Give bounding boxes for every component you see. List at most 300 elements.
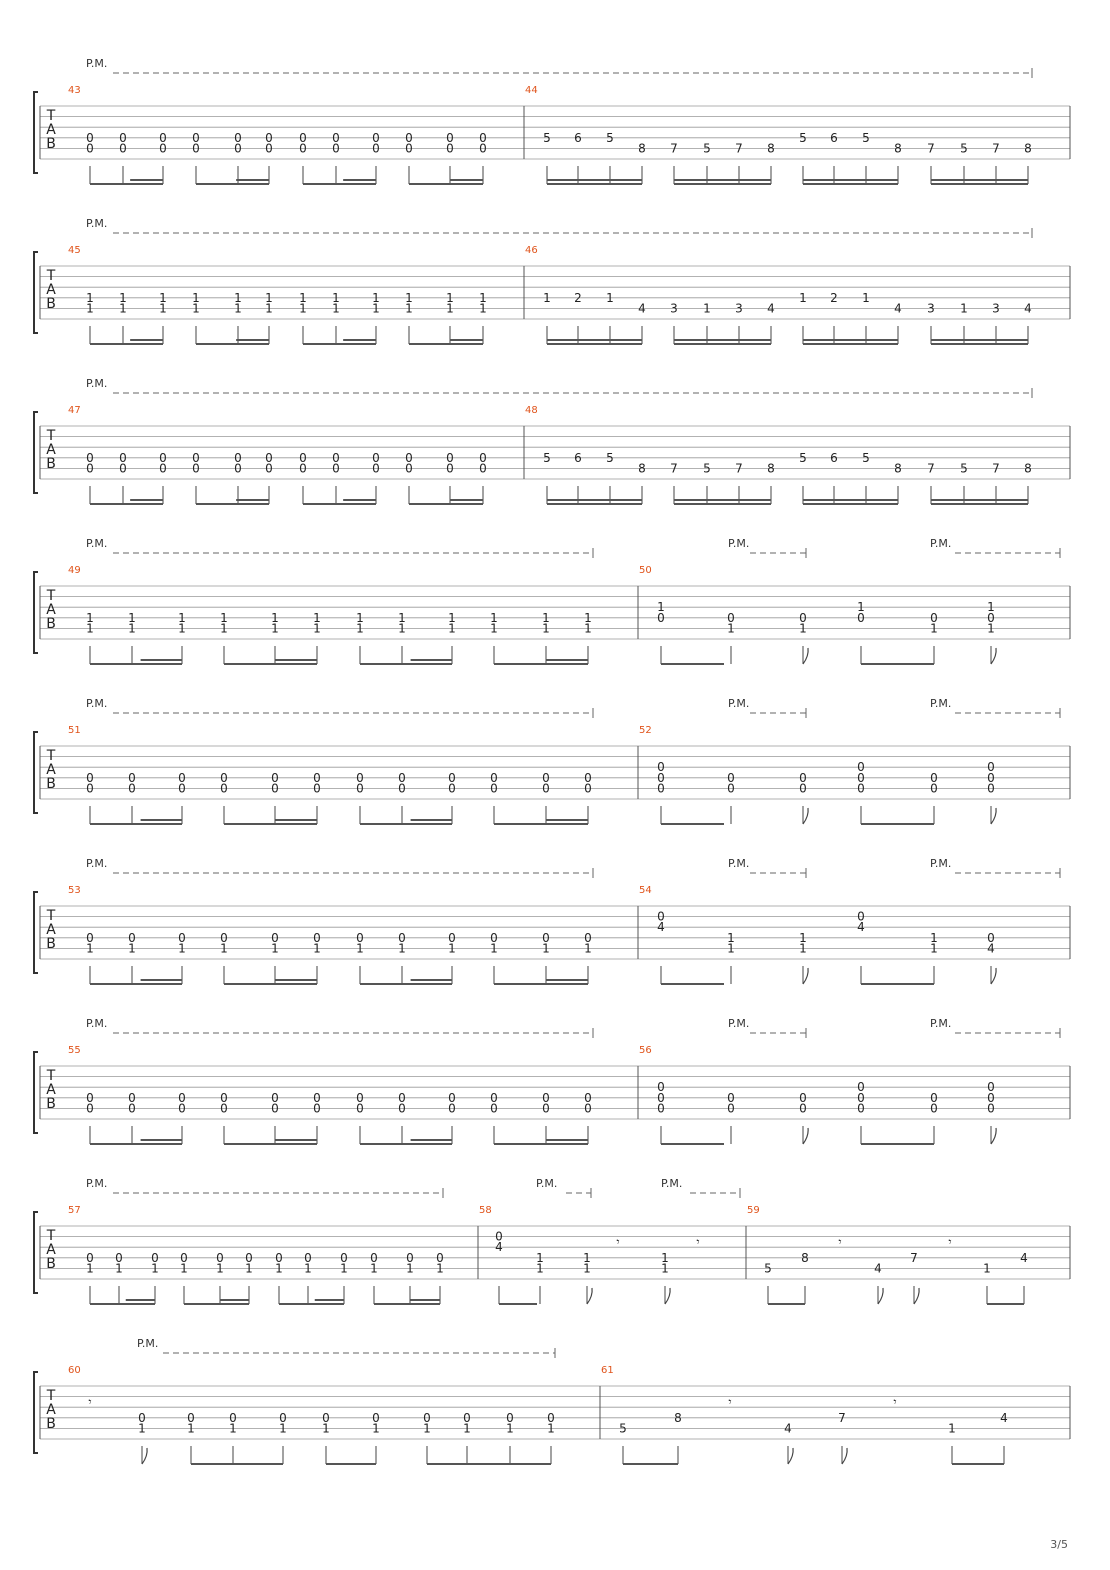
tab-system (34, 217, 1070, 344)
fret-number: 0 (119, 141, 127, 156)
tab-clef-a: A (46, 282, 56, 298)
fret-number: 0 (542, 770, 550, 785)
palm-mute-label: P.M. (536, 1177, 558, 1190)
fret-number: 1 (151, 1261, 159, 1276)
fret-number: 0 (86, 770, 94, 785)
fret-number: 0 (332, 461, 340, 476)
fret-number: 8 (1024, 461, 1032, 476)
fret-number: 0 (119, 450, 127, 465)
fret-number: 0 (857, 770, 865, 785)
tab-system (34, 1177, 1070, 1304)
fret-number: 1 (987, 600, 995, 615)
tab-clef-a: A (46, 762, 56, 778)
fret-number: 0 (313, 1101, 321, 1116)
measure-number: 50 (639, 565, 652, 576)
palm-mute-label: P.M. (930, 697, 952, 710)
fret-number: 1 (86, 941, 94, 956)
fret-number: 0 (119, 130, 127, 145)
fret-number: 1 (799, 290, 807, 305)
fret-number: 0 (159, 461, 167, 476)
fret-number: 1 (960, 301, 968, 316)
fret-number: 1 (128, 941, 136, 956)
fret-number: 0 (448, 1090, 456, 1105)
fret-number: 1 (234, 290, 242, 305)
fret-number: 0 (332, 450, 340, 465)
tab-clef-t: T (46, 428, 56, 444)
fret-number: 0 (448, 930, 456, 945)
fret-number: 1 (799, 930, 807, 945)
fret-number: 0 (372, 1410, 380, 1425)
measure-number: 44 (525, 85, 538, 96)
fret-number: 0 (356, 1090, 364, 1105)
fret-number: 0 (930, 1090, 938, 1105)
fret-number: 1 (356, 621, 364, 636)
palm-mute-label: P.M. (728, 537, 750, 550)
fret-number: 1 (159, 290, 167, 305)
fret-number: 0 (299, 450, 307, 465)
fret-number: 1 (220, 610, 228, 625)
fret-number: 0 (857, 1101, 865, 1116)
fret-number: 0 (265, 130, 273, 145)
palm-mute-label: P.M. (930, 857, 952, 870)
tab-clef-t: T (46, 1388, 56, 1404)
fret-number: 0 (86, 461, 94, 476)
fret-number: 0 (799, 770, 807, 785)
fret-number: 1 (799, 621, 807, 636)
fret-number: 1 (703, 301, 711, 316)
fret-number: 0 (657, 1090, 665, 1105)
fret-number: 1 (542, 610, 550, 625)
tab-clef-a: A (46, 922, 56, 938)
fret-number: 0 (542, 1090, 550, 1105)
fret-number: 0 (479, 461, 487, 476)
fret-number: 0 (86, 130, 94, 145)
fret-number: 0 (584, 1101, 592, 1116)
note-flag (803, 808, 808, 824)
fret-number: 0 (265, 461, 273, 476)
fret-number: 1 (304, 1261, 312, 1276)
tab-system (34, 1337, 1070, 1464)
eighth-rest: 𝄾 (948, 1235, 952, 1249)
fret-number: 1 (446, 290, 454, 305)
fret-number: 0 (192, 450, 200, 465)
tab-clef-b: B (46, 1416, 56, 1432)
system-bracket (34, 1372, 38, 1453)
fret-number: 1 (948, 1421, 956, 1436)
fret-number: 0 (322, 1410, 330, 1425)
fret-number: 0 (299, 141, 307, 156)
fret-number: 0 (448, 781, 456, 796)
fret-number: 0 (128, 930, 136, 945)
fret-number: 0 (930, 781, 938, 796)
fret-number: 0 (115, 1250, 123, 1265)
fret-number: 0 (398, 930, 406, 945)
fret-number: 1 (271, 941, 279, 956)
fret-number: 6 (574, 450, 582, 465)
fret-number: 0 (220, 930, 228, 945)
fret-number: 1 (178, 621, 186, 636)
fret-number: 1 (313, 621, 321, 636)
tab-clef-a: A (46, 1242, 56, 1258)
fret-number: 1 (930, 621, 938, 636)
fret-number: 0 (271, 1090, 279, 1105)
fret-number: 1 (423, 1421, 431, 1436)
fret-number: 8 (894, 461, 902, 476)
fret-number: 1 (372, 290, 380, 305)
fret-number: 0 (128, 1101, 136, 1116)
fret-number: 0 (271, 781, 279, 796)
fret-number: 0 (356, 1101, 364, 1116)
fret-number: 0 (192, 141, 200, 156)
fret-number: 1 (398, 941, 406, 956)
fret-number: 0 (657, 1101, 665, 1116)
measure-number: 53 (68, 885, 81, 896)
fret-number: 1 (128, 610, 136, 625)
fret-number: 1 (115, 1261, 123, 1276)
fret-number: 0 (192, 461, 200, 476)
palm-mute-label: P.M. (930, 537, 952, 550)
fret-number: 1 (271, 610, 279, 625)
tab-clef-t: T (46, 748, 56, 764)
fret-number: 0 (584, 930, 592, 945)
measure-number: 54 (639, 885, 652, 896)
fret-number: 1 (490, 941, 498, 956)
system-bracket (34, 1212, 38, 1293)
palm-mute-label: P.M. (728, 1017, 750, 1030)
fret-number: 0 (178, 781, 186, 796)
fret-number: 1 (322, 1421, 330, 1436)
fret-number: 1 (398, 610, 406, 625)
note-flag (991, 648, 996, 664)
fret-number: 0 (86, 1101, 94, 1116)
fret-number: 1 (536, 1250, 544, 1265)
fret-number: 1 (372, 301, 380, 316)
fret-number: 0 (192, 130, 200, 145)
fret-number: 0 (987, 770, 995, 785)
fret-number: 0 (987, 1101, 995, 1116)
tab-clef-b: B (46, 936, 56, 952)
fret-number: 4 (638, 301, 646, 316)
fret-number: 0 (234, 461, 242, 476)
tab-clef-b: B (46, 1256, 56, 1272)
fret-number: 0 (584, 770, 592, 785)
fret-number: 0 (727, 1090, 735, 1105)
fret-number: 0 (138, 1410, 146, 1425)
measure-number: 51 (68, 725, 81, 736)
fret-number: 3 (670, 301, 678, 316)
fret-number: 0 (657, 610, 665, 625)
fret-number: 1 (987, 621, 995, 636)
fret-number: 0 (128, 1090, 136, 1105)
fret-number: 1 (398, 621, 406, 636)
fret-number: 0 (495, 1229, 503, 1244)
fret-number: 0 (220, 770, 228, 785)
fret-number: 4 (857, 920, 865, 935)
fret-number: 0 (178, 1101, 186, 1116)
measure-number: 58 (479, 1205, 492, 1216)
tab-system (34, 377, 1070, 504)
tab-clef-t: T (46, 108, 56, 124)
fret-number: 0 (799, 1090, 807, 1105)
fret-number: 0 (857, 781, 865, 796)
fret-number: 0 (265, 141, 273, 156)
fret-number: 0 (178, 1090, 186, 1105)
fret-number: 0 (405, 130, 413, 145)
fret-number: 4 (767, 301, 775, 316)
fret-number: 7 (927, 461, 935, 476)
palm-mute-label: P.M. (86, 857, 108, 870)
fret-number: 4 (874, 1261, 882, 1276)
fret-number: 0 (930, 1101, 938, 1116)
fret-number: 0 (857, 760, 865, 775)
tab-clef-t: T (46, 588, 56, 604)
fret-number: 1 (448, 941, 456, 956)
fret-number: 0 (372, 130, 380, 145)
fret-number: 0 (479, 130, 487, 145)
fret-number: 1 (313, 610, 321, 625)
fret-number: 0 (857, 1090, 865, 1105)
fret-number: 1 (299, 301, 307, 316)
fret-number: 4 (657, 920, 665, 935)
fret-number: 8 (638, 461, 646, 476)
fret-number: 1 (857, 600, 865, 615)
fret-number: 0 (220, 1101, 228, 1116)
fret-number: 0 (86, 450, 94, 465)
fret-number: 0 (448, 770, 456, 785)
fret-number: 1 (138, 1421, 146, 1436)
fret-number: 1 (930, 941, 938, 956)
fret-number: 1 (490, 621, 498, 636)
fret-number: 0 (506, 1410, 514, 1425)
fret-number: 0 (86, 781, 94, 796)
fret-number: 5 (960, 461, 968, 476)
measure-number: 56 (639, 1045, 652, 1056)
fret-number: 4 (894, 301, 902, 316)
tab-clef-t: T (46, 268, 56, 284)
fret-number: 1 (862, 290, 870, 305)
fret-number: 1 (192, 301, 200, 316)
system-bracket (34, 252, 38, 333)
fret-number: 0 (398, 1090, 406, 1105)
system-bracket (34, 892, 38, 973)
palm-mute-label: P.M. (86, 57, 108, 70)
fret-number: 1 (448, 610, 456, 625)
fret-number: 1 (332, 290, 340, 305)
fret-number: 0 (479, 141, 487, 156)
eighth-rest: 𝄾 (893, 1395, 897, 1409)
fret-number: 1 (479, 290, 487, 305)
note-flag (878, 1288, 883, 1304)
fret-number: 0 (178, 930, 186, 945)
fret-number: 1 (265, 290, 273, 305)
fret-number: 1 (506, 1421, 514, 1436)
fret-number: 5 (619, 1421, 627, 1436)
tab-clef-t: T (46, 908, 56, 924)
fret-number: 1 (657, 600, 665, 615)
fret-number: 0 (216, 1250, 224, 1265)
fret-number: 0 (446, 450, 454, 465)
eighth-rest: 𝄾 (696, 1235, 700, 1249)
fret-number: 0 (356, 770, 364, 785)
eighth-rest: 𝄾 (616, 1235, 620, 1249)
fret-number: 0 (657, 781, 665, 796)
fret-number: 8 (894, 141, 902, 156)
fret-number: 0 (313, 1090, 321, 1105)
fret-number: 0 (86, 141, 94, 156)
fret-number: 0 (857, 610, 865, 625)
tab-clef-a: A (46, 602, 56, 618)
fret-number: 0 (356, 781, 364, 796)
fret-number: 1 (313, 941, 321, 956)
fret-number: 0 (332, 130, 340, 145)
fret-number: 1 (229, 1421, 237, 1436)
fret-number: 7 (992, 141, 1000, 156)
palm-mute-label: P.M. (86, 377, 108, 390)
tab-clef-a: A (46, 1402, 56, 1418)
fret-number: 0 (86, 1090, 94, 1105)
measure-number: 47 (68, 405, 81, 416)
fret-number: 1 (583, 1261, 591, 1276)
fret-number: 1 (799, 941, 807, 956)
fret-number: 0 (423, 1410, 431, 1425)
fret-number: 0 (187, 1410, 195, 1425)
fret-number: 1 (279, 1421, 287, 1436)
palm-mute-label: P.M. (86, 697, 108, 710)
fret-number: 1 (547, 1421, 555, 1436)
fret-number: 0 (178, 770, 186, 785)
fret-number: 0 (220, 1090, 228, 1105)
fret-number: 0 (372, 141, 380, 156)
palm-mute-label: P.M. (86, 217, 108, 230)
fret-number: 6 (574, 130, 582, 145)
tab-clef-a: A (46, 1082, 56, 1098)
palm-mute-label: P.M. (86, 1017, 108, 1030)
fret-number: 0 (584, 781, 592, 796)
fret-number: 0 (727, 610, 735, 625)
fret-number: 0 (356, 930, 364, 945)
fret-number: 5 (606, 130, 614, 145)
fret-number: 1 (271, 621, 279, 636)
fret-number: 1 (584, 941, 592, 956)
fret-number: 0 (271, 930, 279, 945)
measure-number: 46 (525, 245, 538, 256)
fret-number: 3 (992, 301, 1000, 316)
fret-number: 0 (490, 930, 498, 945)
fret-number: 7 (838, 1410, 846, 1425)
fret-number: 7 (927, 141, 935, 156)
fret-number: 0 (405, 141, 413, 156)
fret-number: 7 (735, 461, 743, 476)
fret-number: 1 (356, 941, 364, 956)
fret-number: 5 (606, 450, 614, 465)
system-bracket (34, 732, 38, 813)
fret-number: 0 (446, 461, 454, 476)
tab-clef-a: A (46, 442, 56, 458)
fret-number: 0 (234, 141, 242, 156)
fret-number: 5 (543, 130, 551, 145)
measure-number: 60 (68, 1365, 81, 1376)
fret-number: 1 (406, 1261, 414, 1276)
fret-number: 8 (767, 461, 775, 476)
fret-number: 0 (398, 770, 406, 785)
fret-number: 5 (799, 130, 807, 145)
fret-number: 0 (180, 1250, 188, 1265)
fret-number: 7 (670, 141, 678, 156)
fret-number: 1 (119, 301, 127, 316)
fret-number: 8 (801, 1250, 809, 1265)
fret-number: 0 (299, 461, 307, 476)
measure-number: 52 (639, 725, 652, 736)
fret-number: 0 (86, 1250, 94, 1265)
fret-number: 0 (490, 770, 498, 785)
fret-number: 0 (220, 781, 228, 796)
fret-number: 0 (405, 450, 413, 465)
fret-number: 0 (657, 1080, 665, 1095)
fret-number: 0 (930, 770, 938, 785)
note-flag (914, 1288, 919, 1304)
fret-number: 0 (271, 770, 279, 785)
tab-system (34, 857, 1070, 984)
fret-number: 0 (987, 610, 995, 625)
fret-number: 3 (927, 301, 935, 316)
fret-number: 0 (271, 1101, 279, 1116)
measure-number: 45 (68, 245, 81, 256)
fret-number: 1 (661, 1261, 669, 1276)
fret-number: 0 (987, 760, 995, 775)
palm-mute-label: P.M. (137, 1337, 159, 1350)
fret-number: 0 (159, 130, 167, 145)
note-flag (142, 1448, 147, 1464)
fret-number: 8 (767, 141, 775, 156)
fret-number: 1 (542, 621, 550, 636)
fret-number: 1 (727, 930, 735, 945)
fret-number: 1 (436, 1261, 444, 1276)
measure-number: 61 (601, 1365, 614, 1376)
note-flag (803, 648, 808, 664)
fret-number: 5 (703, 461, 711, 476)
tab-clef-b: B (46, 616, 56, 632)
fret-number: 5 (960, 141, 968, 156)
fret-number: 0 (151, 1250, 159, 1265)
fret-number: 1 (542, 941, 550, 956)
fret-number: 0 (370, 1250, 378, 1265)
fret-number: 0 (279, 1410, 287, 1425)
fret-number: 1 (584, 621, 592, 636)
system-bracket (34, 1052, 38, 1133)
fret-number: 0 (987, 781, 995, 796)
tab-clef-b: B (46, 136, 56, 152)
fret-number: 7 (735, 141, 743, 156)
fret-number: 1 (479, 301, 487, 316)
fret-number: 0 (304, 1250, 312, 1265)
fret-number: 8 (638, 141, 646, 156)
fret-number: 5 (543, 450, 551, 465)
tab-clef-b: B (46, 296, 56, 312)
fret-number: 1 (234, 301, 242, 316)
fret-number: 0 (479, 450, 487, 465)
fret-number: 1 (356, 610, 364, 625)
fret-number: 1 (159, 301, 167, 316)
fret-number: 5 (703, 141, 711, 156)
note-flag (587, 1288, 592, 1304)
fret-number: 0 (799, 610, 807, 625)
fret-number: 0 (930, 610, 938, 625)
fret-number: 6 (830, 450, 838, 465)
fret-number: 0 (313, 930, 321, 945)
fret-number: 1 (187, 1421, 195, 1436)
fret-number: 0 (584, 1090, 592, 1105)
fret-number: 1 (372, 1421, 380, 1436)
